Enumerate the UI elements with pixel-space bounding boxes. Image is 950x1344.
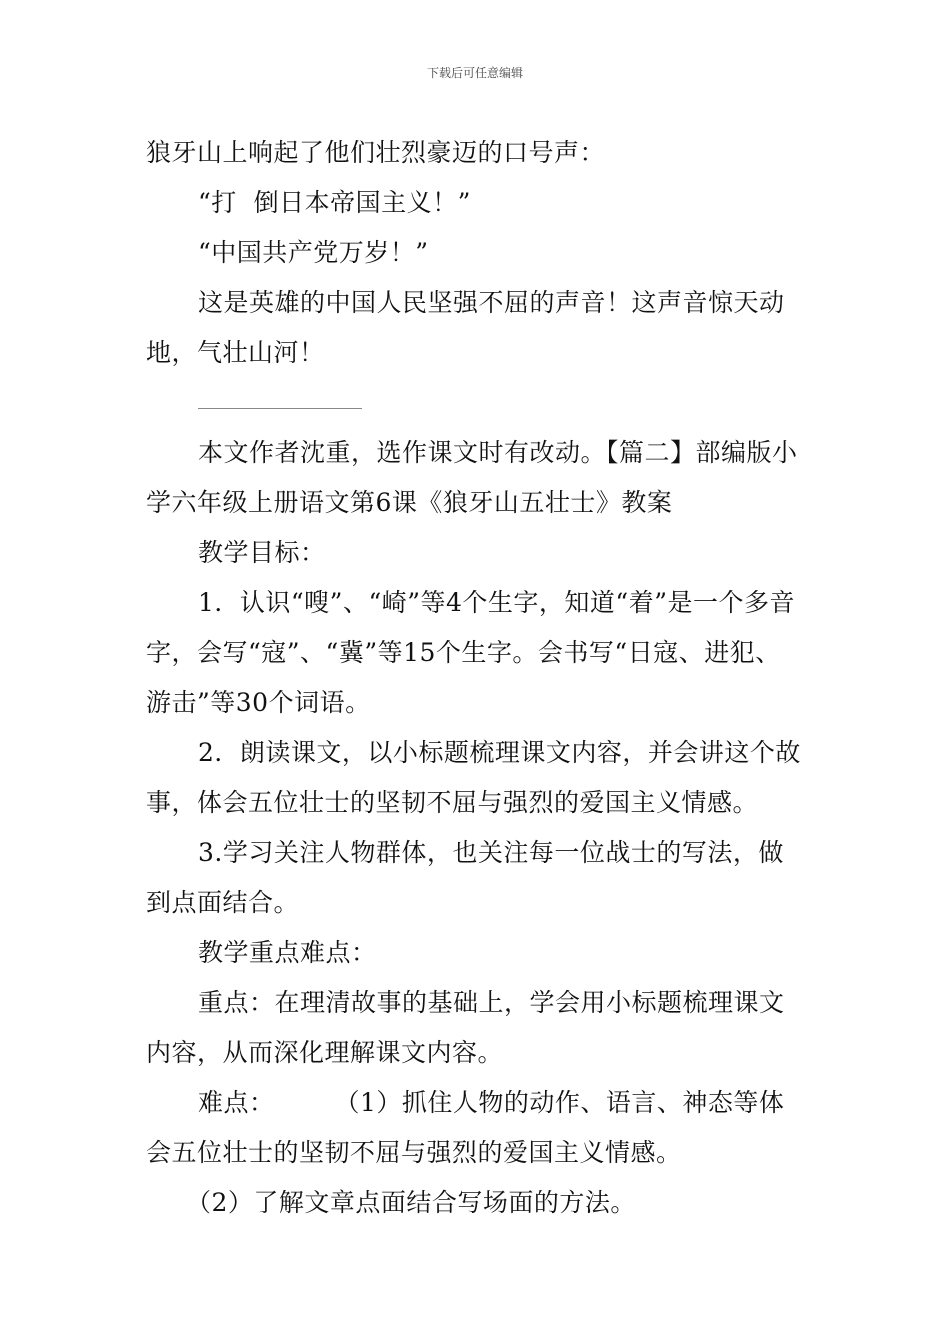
paragraph-key-point: 重点：在理清故事的基础上，学会用小标题梳理课文内容，从而深化理解课文内容。: [146, 988, 785, 1067]
paragraph-difficult-point-2: （2）了解文章点面结合写场面的方法。: [186, 1188, 636, 1217]
footnote-divider: [198, 408, 362, 409]
document-body: [146, 128, 806, 1228]
difficult-point-label: 难点：: [198, 1088, 275, 1117]
page-header: 下载后可任意编辑: [426, 66, 523, 80]
footnote-divider-wrap: [146, 378, 806, 428]
paragraph-slogan-2: “中国共产党万岁！”: [198, 238, 429, 267]
paragraph-slogan-intro: 狼牙山上响起了他们壮烈豪迈的口号声：: [146, 138, 606, 167]
paragraph-author-note: 本文作者沈重，选作课文时有改动。【篇二】部编版小学六年级上册语文第6课《狼牙山五壮士》教案: [146, 438, 798, 517]
difficult-point-text: （1）抓住人物的动作、语言、神态等体会五位壮士的坚韧不屈与强烈的爱国主义情感。: [146, 1088, 785, 1167]
paragraph-slogan-1: “打 倒日本帝国主义！”: [198, 188, 471, 217]
paragraph-goal-2: 2．朗读课文，以小标题梳理课文内容，并会讲这个故事，体会五位壮士的坚韧不屈与强烈的爱国主义情感。: [146, 738, 801, 817]
heading-key-difficult-points: 教学重点难点：: [198, 938, 377, 967]
heading-teaching-goals: 教学目标：: [198, 538, 326, 567]
paragraph-conclusion: 这是英雄的中国人民坚强不屈的声音！这声音惊天动地，气壮山河！: [146, 288, 785, 367]
paragraph-goal-1: 1．认识“嗖”、“崎”等4个生字，知道“着”是一个多音字，会写“寇”、“冀”等15个生字。会书写“日寇、进犯、游击”等30个词语。: [146, 588, 795, 717]
paragraph-difficult-point: [146, 1078, 806, 1178]
paragraph-goal-3: 3.学习关注人物群体，也关注每一位战士的写法，做到点面结合。: [146, 838, 784, 917]
